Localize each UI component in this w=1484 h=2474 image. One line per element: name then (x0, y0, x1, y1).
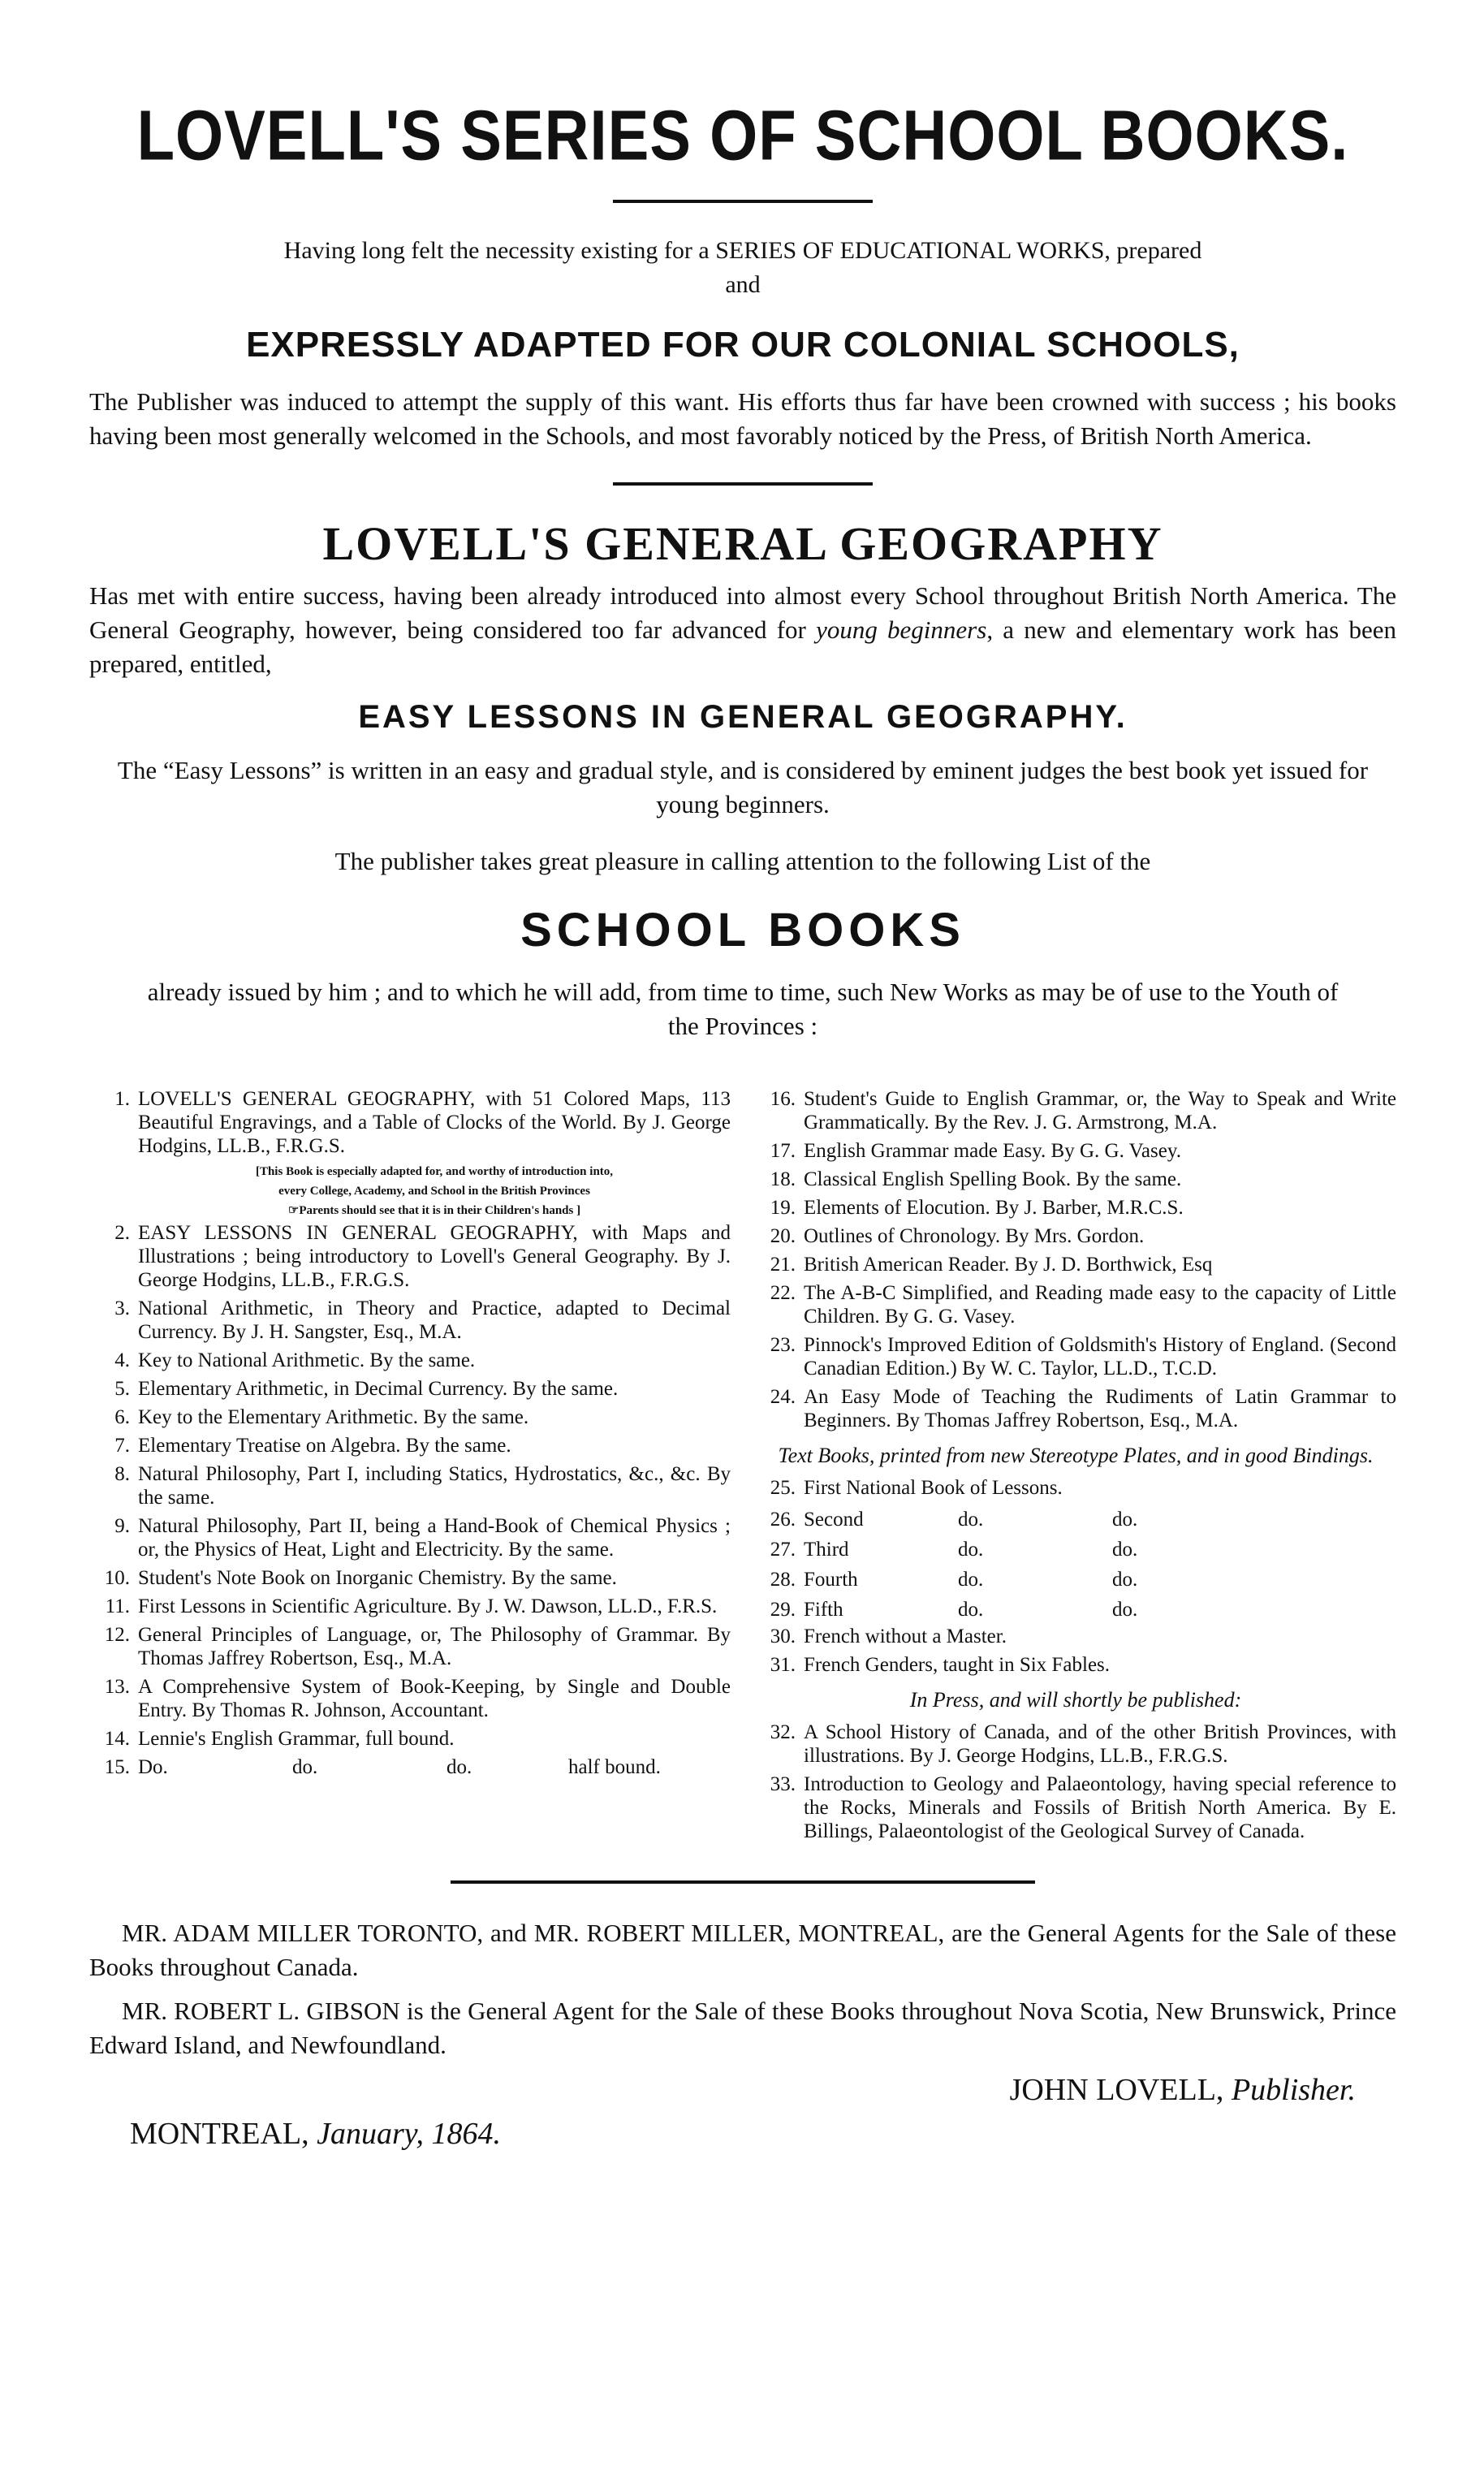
book-number: 21. (770, 1254, 796, 1276)
book-title: First Lessons in Scientific Agriculture. By J. W. Dawson, LL.D., F.R.S. (138, 1595, 718, 1617)
book-title: Fifth (804, 1599, 843, 1621)
dateline-date: January, 1864. (317, 2117, 502, 2151)
book-item (89, 1595, 731, 1618)
book-title: Natural Philosophy, Part I, including Statics, Hydrostatics, &c., &c. By the same. (138, 1463, 731, 1509)
book-number: 13. (104, 1676, 130, 1698)
geography-text-b: , a new and elementary work has been prepared, entitled, (89, 615, 1396, 678)
book-title: A School History of Canada, and of the other British Provinces, with illustrations. By J. George Hodgins, LL.B., F.R.G.S. (804, 1721, 1396, 1767)
right-book-items-3 (755, 1721, 1396, 1843)
right-book-items-2 (755, 1625, 1396, 1677)
book-number: 12. (104, 1624, 130, 1646)
book-title: Fourth (804, 1569, 858, 1591)
book-number: 3. (114, 1297, 130, 1319)
book-number: 18. (770, 1168, 796, 1190)
book-number: 15. (104, 1756, 130, 1778)
book-item (755, 1721, 1396, 1768)
book-title: Key to the Elementary Arithmetic. By the same. (138, 1406, 529, 1428)
book-number: 28. (770, 1569, 796, 1591)
book-title: Outlines of Chronology. By Mrs. Gordon. (804, 1225, 1145, 1247)
book-ditto: do. (1112, 1569, 1138, 1591)
easy-lessons-paragraph: The “Easy Lessons” is written in an easy and gradual style, and is considered by eminent judges the best book yet issued for young beginners. (117, 756, 1369, 818)
easy-lessons-heading: EASY LESSONS IN GENERAL GEOGRAPHY. (358, 699, 1128, 735)
intro-line: Having long felt the necessity existing for a SERIES OF EDUCATIONAL WORKS, prepared (283, 237, 1202, 264)
reader-item (755, 1505, 1396, 1535)
book-title: Elementary Treatise on Algebra. By the same. (138, 1435, 511, 1457)
book-ditto: do. (1112, 1599, 1138, 1621)
book-item (755, 1087, 1396, 1134)
book-number: 26. (770, 1509, 796, 1531)
book-title: British American Reader. By J. D. Borthwick, Esq (804, 1254, 1213, 1276)
book-item (89, 1623, 731, 1670)
book-title: Elementary Arithmetic, in Decimal Currency. By the same. (138, 1378, 619, 1400)
book-number: 10. (104, 1567, 130, 1589)
book-note-line: every College, Academy, and School in the British Provinces (278, 1185, 590, 1198)
book-title: General Principles of Language, or, The Philosophy of Grammar. By Thomas Jaffrey Robertson, Esq., M.A. (138, 1624, 731, 1669)
pointing-hand-icon: ☞ (287, 1204, 300, 1217)
book-item (755, 1139, 1396, 1163)
geography-text-italic: young beginners (816, 615, 987, 644)
right-book-items (755, 1087, 1396, 1432)
book-item (755, 1253, 1396, 1276)
book-note-line: [This Book is especially adapted for, and worthy of introduction into, (255, 1165, 614, 1178)
book-title: The A-B-C Simplified, and Reading made easy to the capacity of Little Children. By G. G. Vasey. (804, 1282, 1396, 1328)
book-number: 14. (104, 1728, 130, 1750)
book-item (89, 1297, 731, 1344)
book-list (89, 1087, 1396, 1848)
book-item (755, 1772, 1396, 1843)
book-number: 9. (114, 1515, 130, 1537)
book-item (89, 1221, 731, 1292)
book-ditto: do. (958, 1539, 984, 1561)
book-item (89, 1434, 731, 1457)
geography-heading: LOVELL'S GENERAL GEOGRAPHY (322, 517, 1163, 570)
reader-items (755, 1505, 1396, 1625)
book-title: French Genders, taught in Six Fables. (804, 1654, 1111, 1676)
book-ditto: do. (446, 1756, 472, 1778)
book-item (89, 1087, 731, 1158)
book-title: National Arithmetic, in Theory and Practice, adapted to Decimal Currency. By J. H. Sangster, Esq., M.A. (138, 1297, 731, 1343)
book-ditto: do. (1112, 1539, 1138, 1561)
book-title: LOVELL'S GENERAL GEOGRAPHY, with 51 Colored Maps, 113 Beautiful Engravings, and a Table of Clocks of the World. By J. George Hodgins, LL.B., F.R.G.S. (138, 1088, 731, 1157)
book-number: 2. (114, 1222, 130, 1244)
book-number: 33. (770, 1773, 796, 1795)
book-ditto: do. (292, 1756, 318, 1778)
book-binding: half bound. (568, 1756, 661, 1778)
book-title: English Grammar made Easy. By G. G. Vasey. (804, 1140, 1181, 1162)
book-item (755, 1281, 1396, 1328)
dateline-place: MONTREAL, (130, 2117, 317, 2151)
publisher-role: Publisher. (1231, 2073, 1356, 2107)
book-number: 27. (770, 1539, 796, 1561)
book-number: 16. (770, 1088, 796, 1110)
book-item (89, 1566, 731, 1590)
publisher-signature (89, 2072, 1396, 2108)
publisher-name: JOHN LOVELL, (1009, 2073, 1232, 2107)
publisher-paragraph: The Publisher was induced to attempt the supply of this want. His efforts thus far have been crowned with success ; his books having been most generally welcomed in the Schools, and most favorably noticed by the Press, of British North America. (89, 387, 1396, 450)
book-title: Student's Note Book on Inorganic Chemistry. By the same. (138, 1567, 617, 1589)
book-number: 25. (770, 1477, 796, 1499)
book-item (755, 1333, 1396, 1380)
book-item (89, 1405, 731, 1429)
book-ditto: do. (958, 1509, 984, 1531)
book-list-right (755, 1087, 1396, 1848)
book-item (89, 1675, 731, 1722)
agents-paragraph: MR. ADAM MILLER TORONTO, and MR. ROBERT MILLER, MONTREAL, are the General Agents for the Sale of these Books throughout Canada. (89, 1919, 1396, 1981)
book-title: French without a Master. (804, 1626, 1007, 1647)
book-number: 8. (114, 1463, 130, 1485)
book-number: 32. (770, 1721, 796, 1743)
section-rule (613, 482, 873, 486)
book-item (89, 1349, 731, 1372)
book-number: 30. (770, 1626, 796, 1647)
in-press-heading: In Press, and will shortly be published: (909, 1688, 1242, 1712)
reader-item (755, 1535, 1396, 1565)
book-number: 24. (770, 1386, 796, 1408)
geography-text-a: Has met with entire success, having been already introduced into almost every School throughout British North America. The General Geography, however, being considered too far advanced for (89, 581, 1396, 644)
agents-paragraph: MR. ROBERT L. GIBSON is the General Agent for the Sale of these Books throughout Nova Scotia, New Brunswick, Prince Edward Island, and Newfoundland. (89, 1997, 1396, 2059)
school-books-heading: SCHOOL BOOKS (520, 904, 965, 956)
book-number: 1. (114, 1088, 130, 1110)
geography-paragraph (89, 579, 1396, 681)
book-ditto: do. (958, 1569, 984, 1591)
expressly-heading: EXPRESSLY ADAPTED FOR OUR COLONIAL SCHOOLS, (246, 325, 1240, 365)
book-item (89, 1514, 731, 1561)
reader-item (755, 1565, 1396, 1595)
book-number: 31. (770, 1654, 796, 1676)
book-number: 23. (770, 1334, 796, 1356)
book-number: 29. (770, 1599, 796, 1621)
book-title: Elements of Elocution. By J. Barber, M.R.C.S. (804, 1197, 1184, 1219)
agents-rule (451, 1880, 1035, 1884)
attention-paragraph: The publisher takes great pleasure in calling attention to the following List of the (334, 847, 1151, 875)
book-title: Natural Philosophy, Part II, being a Hand-Book of Chemical Physics ; or, the Physics of Heat, Light and Electricity. By the same. (138, 1515, 731, 1561)
book-item (755, 1168, 1396, 1191)
book-number: 17. (770, 1140, 796, 1162)
book-title: Lennie's English Grammar, full bound. (138, 1728, 455, 1750)
book-item (755, 1476, 1396, 1500)
book-title: Third (804, 1539, 849, 1561)
book-item-15 (89, 1755, 731, 1780)
book-title: Introduction to Geology and Palaeontology, having special reference to the Rocks, Minerals and Fossils of British North America. By E. Billings, Palaeontologist of the Geological Survey of Canada. (804, 1773, 1396, 1842)
book-item (89, 1462, 731, 1509)
book-title: First National Book of Lessons. (804, 1477, 1063, 1499)
book-number: 20. (770, 1225, 796, 1247)
book-number: 11. (105, 1595, 130, 1617)
book-item (755, 1224, 1396, 1248)
book-number: 4. (114, 1349, 130, 1371)
book-number: 22. (770, 1282, 796, 1304)
book-title: A Comprehensive System of Book-Keeping, by Single and Double Entry. By Thomas R. Johnson, Accountant. (138, 1676, 731, 1721)
book-title: Student's Guide to English Grammar, or, the Way to Speak and Write Grammatically. By the Rev. J. G. Armstrong, M.A. (804, 1088, 1396, 1133)
book-item (755, 1385, 1396, 1432)
reader-item (755, 1595, 1396, 1625)
dateline (89, 2116, 1396, 2152)
book-item (89, 1377, 731, 1401)
book-ditto: do. (958, 1599, 984, 1621)
already-issued-paragraph: already issued by him ; and to which he will add, from time to time, such New Works as may be of use to the Youth of the Provinces : (147, 978, 1339, 1040)
book-title: Classical English Spelling Book. By the same. (804, 1168, 1182, 1190)
book-list-left (89, 1087, 731, 1848)
book-title: Second (804, 1509, 864, 1531)
book-number: 5. (114, 1378, 130, 1400)
page-title: LOVELL'S SERIES OF SCHOOL BOOKS. (136, 96, 1349, 175)
book-number: 6. (114, 1406, 130, 1428)
book-title: An Easy Mode of Teaching the Rudiments of Latin Grammar to Beginners. By Thomas Jaffrey Robertson, Esq., M.A. (804, 1386, 1396, 1431)
book-title: EASY LESSONS IN GENERAL GEOGRAPHY, with Maps and Illustrations ; being introductory to Lovell's General Geography. By J. George Hodgins, LL.B., F.R.G.S. (138, 1222, 731, 1291)
book-note-line (89, 1202, 731, 1220)
left-book-items (89, 1221, 731, 1751)
book-item (755, 1653, 1396, 1677)
book-title: Pinnock's Improved Edition of Goldsmith's History of England. (Second Canadian Edition.) By W. C. Taylor, LL.D., T.C.D. (804, 1334, 1396, 1379)
book-item (89, 1727, 731, 1751)
book-ditto: do. (1112, 1509, 1138, 1531)
book-item (755, 1625, 1396, 1648)
advertisement-page (89, 57, 1396, 2152)
title-rule (613, 200, 873, 203)
book-title: Do. (138, 1756, 168, 1778)
book-number: 7. (114, 1435, 130, 1457)
book-note-text: Parents should see that it is in their Children's hands ] (299, 1204, 581, 1217)
book-item (755, 1196, 1396, 1220)
intro-and: and (725, 271, 761, 298)
book-number: 19. (770, 1197, 796, 1219)
book-title: Key to National Arithmetic. By the same. (138, 1349, 476, 1371)
text-books-heading: Text Books, printed from new Stereotype Plates, and in good Bindings. (778, 1444, 1374, 1467)
